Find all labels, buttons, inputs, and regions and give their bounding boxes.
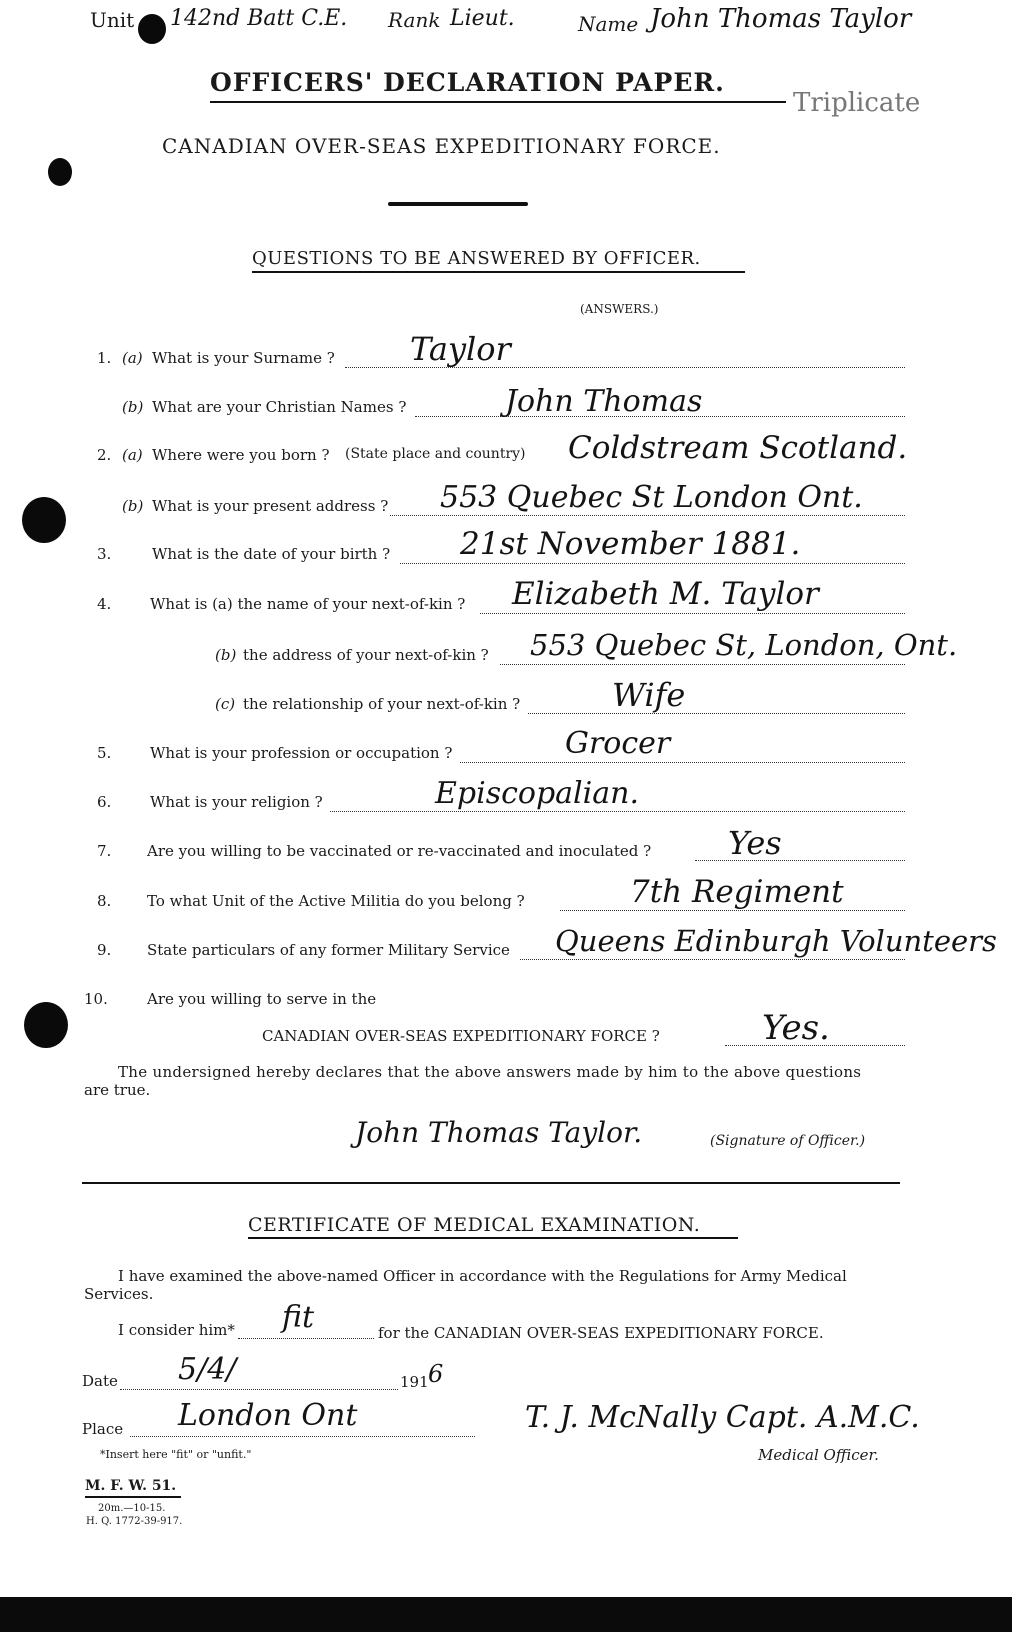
medical-officer-signature: T. J. McNally Capt. A.M.C. (525, 1400, 920, 1435)
page-title: OFFICERS' DECLARATION PAPER. (210, 68, 725, 97)
answer-willing-to-serve: Yes. (762, 1008, 830, 1048)
question-number: 9. (97, 941, 112, 959)
question-sub: (a) (122, 446, 143, 464)
questions-heading-underline (252, 271, 745, 273)
question-sub: (a) (122, 349, 143, 367)
answer-line (400, 563, 905, 564)
answer-line (500, 664, 905, 665)
answer-next-of-kin-name: Elizabeth M. Taylor (512, 576, 819, 612)
question-text: What is your present address ? (152, 497, 389, 515)
answer-line (390, 515, 905, 516)
declaration-text: are true. (84, 1081, 151, 1099)
question-text-continued: CANADIAN OVER-SEAS EXPEDITIONARY FORCE ? (262, 1027, 660, 1045)
short-divider (388, 202, 528, 206)
declaration-text: The undersigned hereby declares that the above answers made by him to the above questions (118, 1063, 862, 1081)
question-number: 3. (97, 545, 112, 563)
answer-line (460, 762, 905, 763)
fitness-value: fit (282, 1300, 315, 1335)
punch-hole (22, 497, 66, 543)
exam-place: London Ont (178, 1398, 358, 1433)
answer-line (560, 910, 905, 911)
answer-line (480, 613, 905, 614)
answers-label: (ANSWERS.) (580, 302, 659, 316)
scan-border (0, 1597, 1012, 1632)
medical-heading: CERTIFICATE OF MEDICAL EXAMINATION. (248, 1214, 701, 1236)
question-number: 5. (97, 744, 112, 762)
answer-former-service: Queens Edinburgh Volunteers (555, 924, 997, 958)
date-label: Date (82, 1372, 118, 1390)
answer-next-of-kin-address: 553 Quebec St, London, Ont. (530, 628, 958, 662)
question-text: What are your Christian Names ? (152, 398, 407, 416)
question-text: What is your Surname ? (152, 349, 335, 367)
answer-birth-date: 21st November 1881. (460, 526, 801, 562)
exam-date: 5/4/ (178, 1352, 237, 1387)
question-text: What is your religion ? (150, 793, 323, 811)
name-value: John Thomas Taylor (650, 4, 912, 34)
medical-heading-underline (248, 1237, 738, 1239)
answer-line (528, 713, 905, 714)
consider-suffix: for the CANADIAN OVER-SEAS EXPEDITIONARY FORCE. (378, 1324, 824, 1342)
section-divider (82, 1182, 900, 1184)
question-sub: (b) (215, 646, 237, 664)
question-sub: (b) (122, 398, 144, 416)
fit-footnote: *Insert here "fit" or "unfit." (100, 1448, 252, 1461)
triplicate-stamp: Triplicate (793, 88, 921, 118)
questions-heading: QUESTIONS TO BE ANSWERED BY OFFICER. (252, 248, 701, 269)
answer-christian-names: John Thomas (505, 384, 703, 419)
question-sub: (b) (122, 497, 144, 515)
place-line (130, 1436, 475, 1437)
question-text: What is the date of your birth ? (152, 545, 391, 563)
page-subtitle: CANADIAN OVER-SEAS EXPEDITIONARY FORCE. (162, 134, 721, 158)
print-line: H. Q. 1772-39-917. (86, 1516, 183, 1527)
form-code-underline (85, 1496, 181, 1498)
question-number: 1. (97, 349, 112, 367)
question-number: 4. (97, 595, 112, 613)
question-text: To what Unit of the Active Militia do you belong ? (147, 892, 525, 910)
question-number: 10. (84, 990, 108, 1008)
answer-line (520, 959, 905, 960)
title-underline (210, 101, 786, 103)
rank-value: Lieut. (450, 6, 515, 31)
medical-text: Services. (84, 1285, 154, 1303)
question-number: 6. (97, 793, 112, 811)
medical-text: I have examined the above-named Officer in accordance with the Regulations for Army Medical (118, 1267, 847, 1285)
answer-birthplace: Coldstream Scotland. (568, 430, 908, 466)
unit-value: 142nd Batt C.E. (170, 6, 348, 31)
answer-militia-unit: 7th Regiment (630, 874, 844, 910)
answer-surname: Taylor (410, 330, 511, 368)
punch-hole (24, 1002, 68, 1048)
question-text: Are you willing to serve in the (147, 990, 377, 1008)
answer-present-address: 553 Quebec St London Ont. (440, 480, 863, 515)
question-text: What is (a) the name of your next-of-kin ? (150, 595, 466, 613)
question-text: What is your profession or occupation ? (150, 744, 453, 762)
punch-hole (138, 14, 166, 44)
place-label: Place (82, 1420, 124, 1438)
question-number: 2. (97, 446, 112, 464)
answer-line (330, 811, 905, 812)
date-line (120, 1389, 398, 1390)
question-number: 8. (97, 892, 112, 910)
officer-signature-label: (Signature of Officer.) (710, 1133, 866, 1149)
unit-label: Unit (90, 8, 135, 32)
year-prefix: 191 (400, 1373, 429, 1391)
question-text: State particulars of any former Military Service (147, 941, 510, 959)
officer-signature: John Thomas Taylor. (355, 1116, 643, 1149)
answer-religion: Episcopalian. (435, 776, 639, 811)
answer-next-of-kin-relationship: Wife (612, 676, 686, 714)
question-text: Where were you born ? (152, 446, 330, 464)
exam-year: 6 (428, 1360, 444, 1388)
punch-hole (48, 158, 72, 186)
fit-line (238, 1338, 374, 1339)
question-text: the relationship of your next-of-kin ? (243, 695, 521, 713)
question-text: the address of your next-of-kin ? (243, 646, 489, 664)
question-sub: (c) (215, 695, 236, 713)
rank-label: Rank (388, 8, 441, 32)
medical-officer-label: Medical Officer. (758, 1446, 879, 1464)
question-text: Are you willing to be vaccinated or re-vaccinated and inoculated ? (147, 842, 652, 860)
answer-vaccination: Yes (728, 824, 782, 862)
answer-occupation: Grocer (565, 726, 671, 761)
name-label: Name (578, 12, 639, 36)
consider-prefix: I consider him* (118, 1321, 235, 1339)
question-number: 7. (97, 842, 112, 860)
print-line: 20m.—10-15. (98, 1503, 166, 1514)
answer-line (695, 860, 905, 861)
form-code: M. F. W. 51. (85, 1478, 177, 1494)
question-hint: (State place and country) (345, 446, 526, 462)
